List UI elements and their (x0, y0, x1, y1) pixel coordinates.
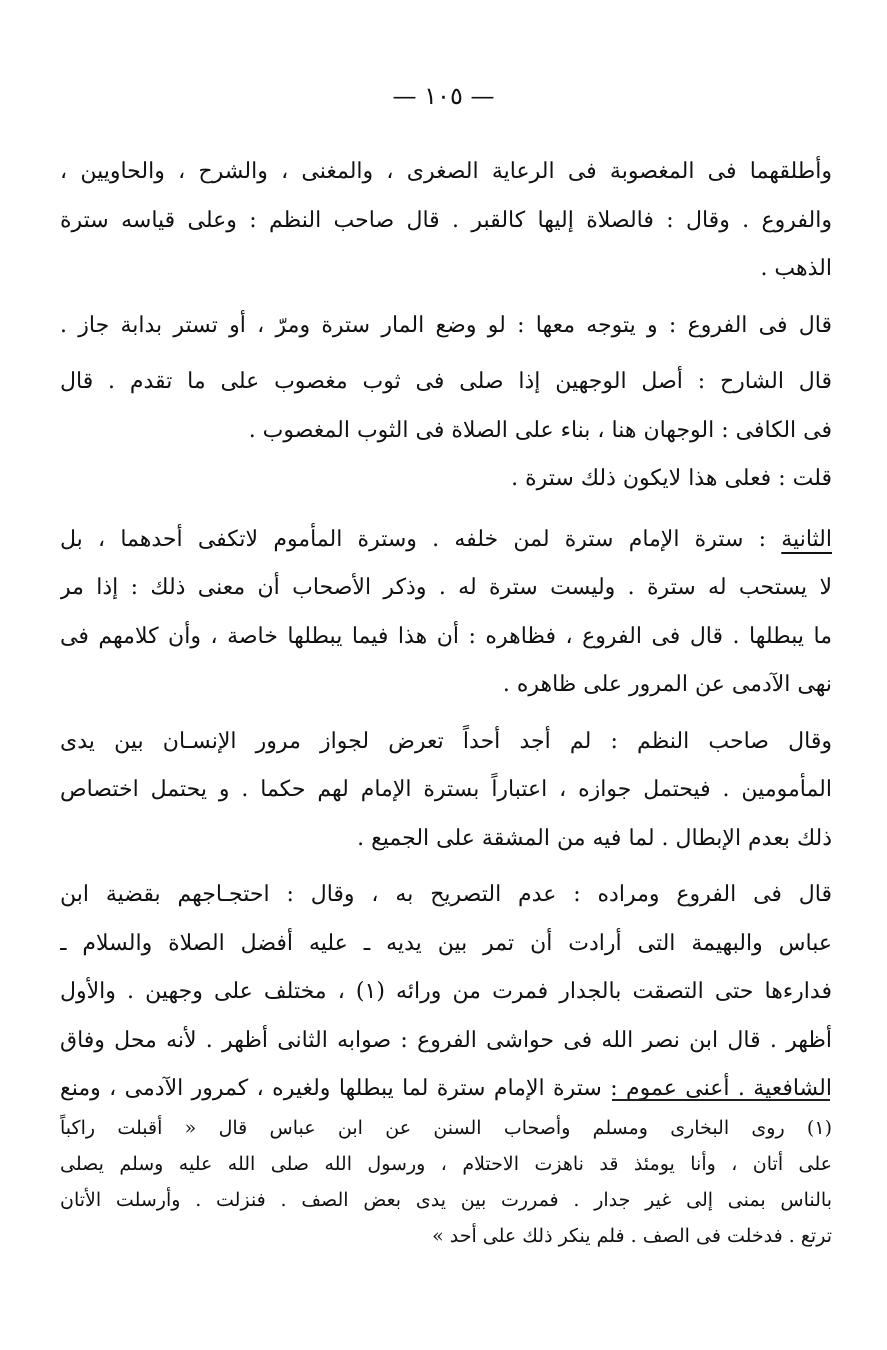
text-line: قال فى الفروع ومراده : عدم التصريح به ، وقال : احتجـاجهم بقضية ابن (60, 882, 832, 907)
footnote (60, 1110, 832, 1254)
text-line: قال الشارح : أصل الوجهين إذا صلى فى ثوب مغصوب على ما تقدم . قال (60, 369, 832, 394)
paragraph-6 (60, 718, 832, 864)
paragraph-2 (60, 302, 832, 351)
text-fragment: : سترة الإمام سترة لمن خلفه . وسترة المأموم لاتكفى أحدهما ، بل (60, 526, 767, 552)
text-line: ما يبطلها . قال فى الفروع ، فظاهره : أن هذا فيما يبطلها خاصة ، وأن كلامهم فى (60, 623, 832, 649)
text-line: فدارءها حتى التصقت بالجدار فمرت من ورائه (١) ، مختلف على وجهين . والأول (60, 979, 832, 1004)
text-line-with-heading (60, 516, 832, 565)
footnote-line: ترتع . فدخلت فى الصف . فلم ينكر ذلك على أحد » (432, 1225, 832, 1247)
text-line: لا يستحب له سترة . وليست سترة له . وذكر الأصحاب أن معنى ذلك : إذا مر (60, 575, 832, 600)
section-heading: الثانية (781, 526, 832, 552)
paragraph-3 (60, 358, 832, 455)
text-line: نهى الآدمى عن المرور على ظاهره . (502, 672, 832, 697)
page-number: — ١٠٥ — (392, 82, 495, 110)
text-line: فى الكافى : الوجهان هنا ، بناء على الصلاة فى الثوب المغصوب . (248, 417, 832, 443)
main-text (60, 148, 832, 1114)
footnote-line: على أتان ، وأنا يومئذ قد ناهزت الاحتلام ، ورسول الله صلى الله عليه وسلم يصلى (60, 1153, 832, 1175)
footnote-line: بالناس بمنى إلى غير جدار . فمررت بين يدى بعض الصف . فنزلت . وأرسلت الأتان (60, 1189, 832, 1211)
footnote-separator (612, 1099, 830, 1101)
text-line: وأطلقهما فى المغصوبة فى الرعاية الصغرى ، والمغنى ، والشرح ، والحاويين ، (60, 159, 832, 184)
text-line: المأمومين . فيحتمل جوازه ، اعتباراً بسترة الإمام لهم حكما . و يحتمل اختصاص (60, 777, 832, 802)
text-line: أظهر . قال ابن نصر الله فى حواشى الفروع : صوابه الثانى أظهر . لأنه محل وفاق (60, 1027, 832, 1053)
paragraph-7 (60, 871, 832, 1114)
text-line: عباس والبهيمة التى أرادت أن تمر بين يديه ـ عليه أفضل الصلاة والسلام ـ (60, 930, 832, 956)
text-line: وقال صاحب النظم : لم أجد أحداً تعرض لجواز مرور الإنسـان بين يدى (60, 728, 832, 754)
text-line: ذلك بعدم الإبطال . لما فيه من المشقة على الجميع . (357, 825, 832, 851)
paragraph-5 (60, 516, 832, 710)
footnote-line: (١) روى البخارى ومسلم وأصحاب السنن عن ابن عباس قال « أقبلت راكباً (60, 1117, 832, 1139)
text-line: الشافعية . أعنى عموم : سترة الإمام سترة لما يبطلها ولغيره ، كمرور الآدمى ، ومنع (60, 1076, 832, 1101)
text-line: الذهب . (760, 256, 832, 281)
paragraph-4 (60, 455, 832, 504)
paragraph-1 (60, 148, 832, 294)
text-line: قال فى الفروع : و يتوجه معها : لو وضع المار سترة ومرّ ، أو تستر بدابة جاز . (60, 312, 832, 338)
text-line: والفروع . وقال : فالصلاة إليها كالقبر . قال صاحب النظم : وعلى قياسه سترة (60, 207, 832, 233)
text-line: قلت : فعلى هذا لايكون ذلك سترة . (511, 466, 832, 491)
